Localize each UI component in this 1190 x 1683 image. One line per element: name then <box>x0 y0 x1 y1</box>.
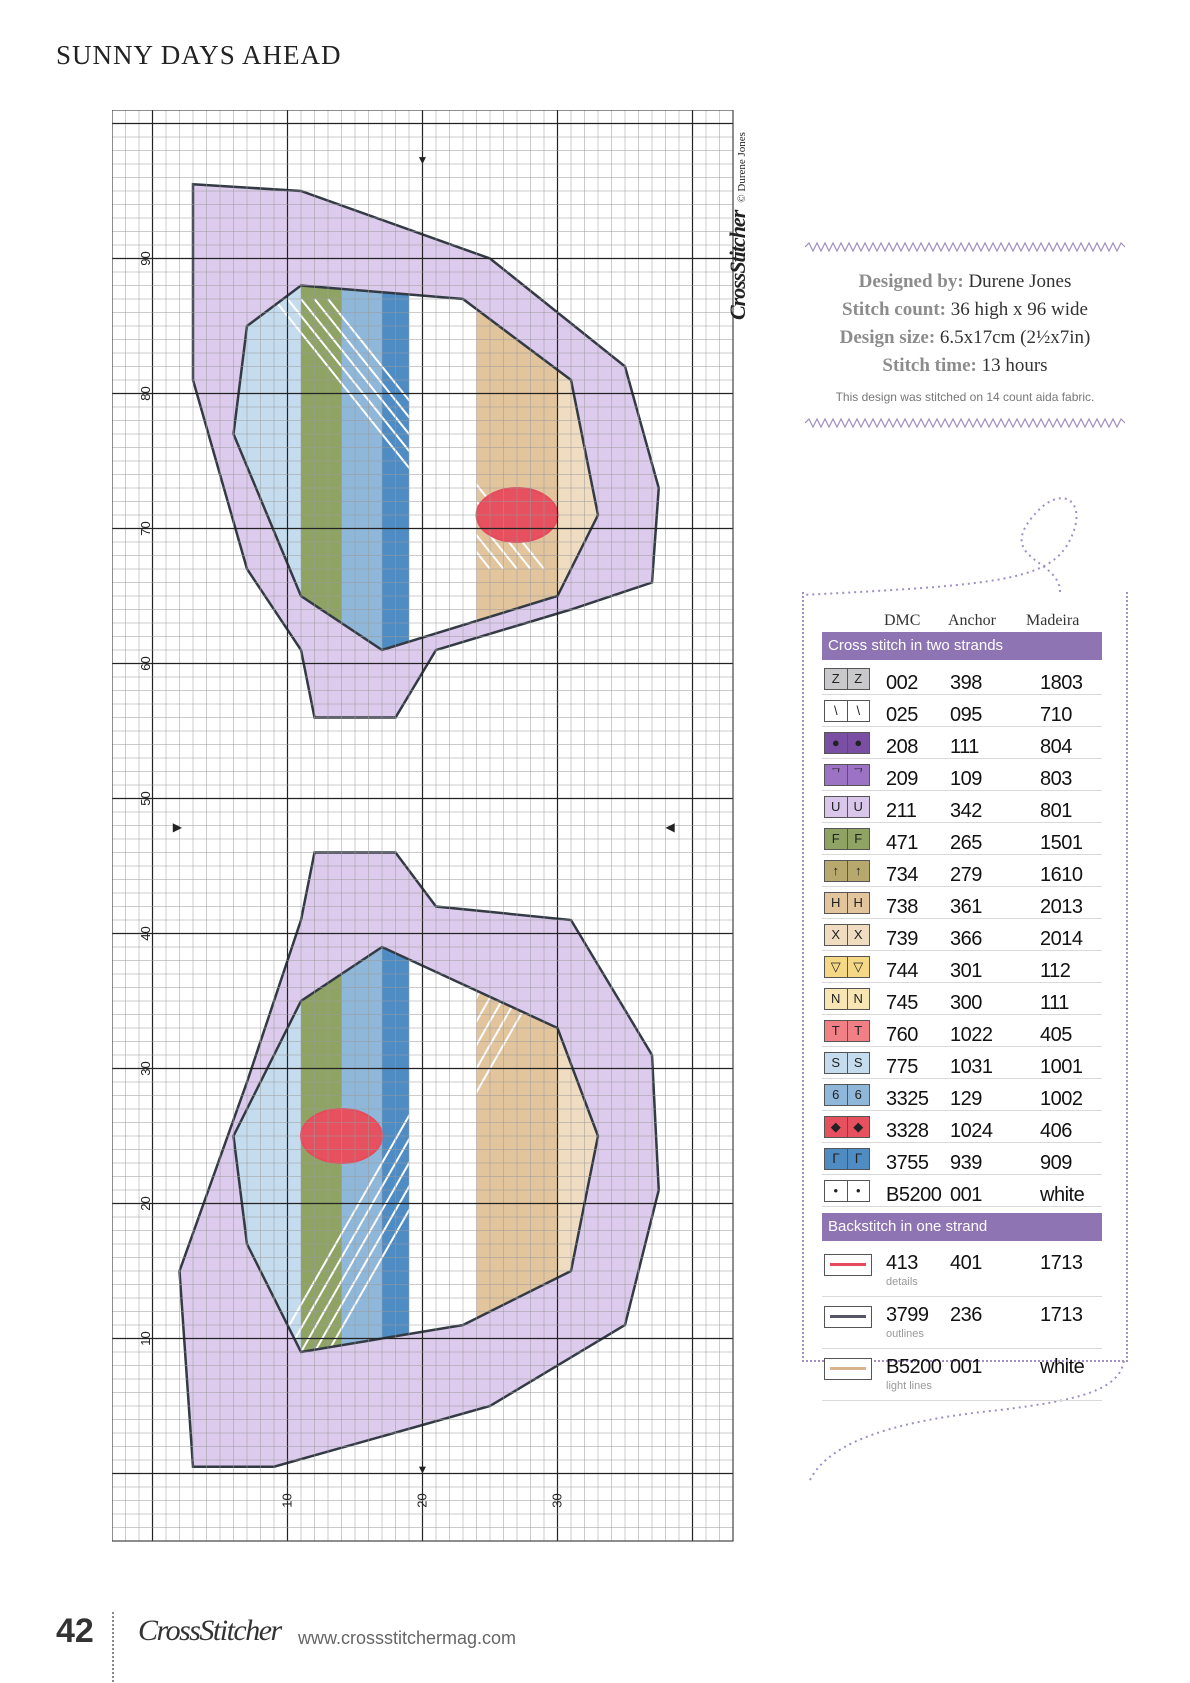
row-label: 20 <box>137 1196 153 1211</box>
thread-swatch <box>824 700 870 722</box>
stitch-count-value: 36 high x 96 wide <box>950 299 1088 320</box>
row-label: 30 <box>137 1061 153 1076</box>
thread-row <box>822 760 1102 791</box>
swatch-symbol: ↑ <box>825 861 848 881</box>
thread-swatch <box>824 764 870 786</box>
designer-row <box>800 268 1130 296</box>
swatch-symbol: ▽ <box>848 957 870 977</box>
thread-swatch <box>824 892 870 914</box>
thread-anchor: 001 <box>950 1184 982 1206</box>
thread-swatch <box>824 924 870 946</box>
swatch-symbol: ᒥ <box>825 1149 848 1169</box>
swatch-symbol: F <box>825 829 848 849</box>
stitch-time-row <box>800 352 1130 380</box>
thread-swatch <box>824 1180 870 1202</box>
thread-row <box>822 1016 1102 1047</box>
thread-dmc: 3755 <box>886 1152 929 1174</box>
backstitch-swatch <box>824 1254 872 1276</box>
backstitch-row <box>822 1244 1102 1297</box>
thread-row <box>822 1112 1102 1143</box>
thread-anchor: 301 <box>950 960 982 982</box>
center-marker: ▶ <box>172 819 182 834</box>
thread-madeira: 2013 <box>1040 896 1083 918</box>
swatch-symbol: Z <box>825 669 848 689</box>
thread-swatch <box>824 1116 870 1138</box>
thread-swatch <box>824 988 870 1010</box>
thread-dmc: B5200 <box>886 1184 942 1206</box>
page-title: SUNNY DAYS AHEAD <box>56 40 342 70</box>
thread-dmc: 002 <box>886 672 918 694</box>
swatch-symbol: ◆ <box>848 1117 870 1137</box>
thread-swatch <box>824 860 870 882</box>
thread-row <box>822 952 1102 983</box>
row-label: 50 <box>137 791 153 806</box>
thread-madeira: 803 <box>1040 768 1072 790</box>
thread-anchor: 095 <box>950 704 982 726</box>
thread-dmc: 025 <box>886 704 918 726</box>
swatch-symbol: 6 <box>848 1085 870 1105</box>
design-size-value: 6.5x17cm (2½x7in) <box>939 327 1091 348</box>
thread-madeira: 1803 <box>1040 672 1083 694</box>
thread-swatch <box>824 1020 870 1042</box>
design-size-row <box>800 324 1130 352</box>
thread-row <box>822 728 1102 759</box>
credit-copyright: © Durene Jones <box>736 132 748 203</box>
thread-dmc: 738 <box>886 896 918 918</box>
design-size-label: Design size: <box>839 327 936 348</box>
swatch-symbol: U <box>848 797 870 817</box>
col-anchor: Anchor <box>948 612 996 629</box>
thread-anchor: 1022 <box>950 1024 993 1046</box>
backstitch-anchor: 001 <box>950 1356 982 1378</box>
thread-swatch <box>824 956 870 978</box>
swatch-symbol: S <box>825 1053 848 1073</box>
col-madeira: Madeira <box>1026 612 1080 629</box>
swatch-symbol: T <box>825 1021 848 1041</box>
thread-dmc: 209 <box>886 768 918 790</box>
thread-madeira: 710 <box>1040 704 1072 726</box>
thread-anchor: 1024 <box>950 1120 993 1142</box>
swatch-symbol: ▽ <box>825 957 848 977</box>
thread-anchor: 300 <box>950 992 982 1014</box>
stitch-count-row <box>800 296 1130 324</box>
thread-anchor: 398 <box>950 672 982 694</box>
thread-dmc: 744 <box>886 960 918 982</box>
thread-row <box>822 1144 1102 1175</box>
thread-row <box>822 888 1102 919</box>
footer-brand-logo: CrossStitcher <box>138 1614 281 1647</box>
designer-label: Designed by: <box>858 271 964 292</box>
thread-swatch <box>824 828 870 850</box>
backstitch-dmc: B5200 <box>886 1356 942 1378</box>
thread-swatch <box>824 1052 870 1074</box>
swatch-symbol: ᄀ <box>825 765 848 785</box>
swatch-symbol: X <box>848 925 870 945</box>
swatch-symbol: ↑ <box>848 861 870 881</box>
swatch-symbol: X <box>825 925 848 945</box>
swatch-symbol: ᒥ <box>848 1149 870 1169</box>
thread-dmc: 739 <box>886 928 918 950</box>
chart-credit <box>703 130 750 320</box>
swatch-symbol: N <box>825 989 848 1009</box>
thread-madeira: white <box>1040 1184 1085 1206</box>
center-marker: ▼ <box>416 1462 429 1477</box>
thread-madeira: 1501 <box>1040 832 1083 854</box>
thread-dmc: 3325 <box>886 1088 929 1110</box>
thread-dmc: 775 <box>886 1056 918 1078</box>
swatch-symbol: 6 <box>825 1085 848 1105</box>
backstitch-dmc: 413 <box>886 1252 918 1274</box>
thread-anchor: 129 <box>950 1088 982 1110</box>
row-label: 10 <box>137 1331 153 1346</box>
swatch-symbol: \ <box>848 701 870 721</box>
swatch-symbol: N <box>848 989 870 1009</box>
thread-anchor: 265 <box>950 832 982 854</box>
thread-madeira: 1001 <box>1040 1056 1083 1078</box>
thread-madeira: 801 <box>1040 800 1072 822</box>
designer-value: Durene Jones <box>968 271 1072 292</box>
thread-row <box>822 856 1102 887</box>
design-info <box>800 240 1130 434</box>
backstitch-usage: light lines <box>886 1380 932 1392</box>
thread-dmc: 734 <box>886 864 918 886</box>
thread-madeira: 405 <box>1040 1024 1072 1046</box>
swatch-symbol: H <box>825 893 848 913</box>
thread-swatch <box>824 668 870 690</box>
thread-madeira: 406 <box>1040 1120 1072 1142</box>
thread-dmc: 211 <box>886 800 917 822</box>
thread-row <box>822 664 1102 695</box>
swatch-symbol: ◆ <box>825 1117 848 1137</box>
col-dmc: DMC <box>884 612 921 629</box>
thread-madeira: 112 <box>1040 960 1071 982</box>
thread-anchor: 939 <box>950 1152 982 1174</box>
swatch-symbol: ● <box>848 733 870 753</box>
swatch-symbol: T <box>848 1021 870 1041</box>
thread-madeira: 804 <box>1040 736 1072 758</box>
row-label: 80 <box>137 386 153 401</box>
thread-dmc: 471 <box>886 832 918 854</box>
thread-anchor: 1031 <box>950 1056 993 1078</box>
thread-swatch <box>824 732 870 754</box>
thread-row <box>822 1080 1102 1111</box>
swatch-symbol: S <box>848 1053 870 1073</box>
zigzag-divider-top <box>805 241 1125 253</box>
thread-dmc: 3328 <box>886 1120 929 1142</box>
thread-madeira: 111 <box>1040 992 1069 1014</box>
swatch-symbol: ● <box>825 733 848 753</box>
backstitch-anchor: 401 <box>950 1252 982 1274</box>
col-label: 30 <box>549 1493 565 1508</box>
row-label: 60 <box>137 656 153 671</box>
thread-row <box>822 696 1102 727</box>
page-number: 42 <box>56 1612 94 1650</box>
row-label: 40 <box>137 926 153 941</box>
thread-anchor: 279 <box>950 864 982 886</box>
center-marker: ▼ <box>416 153 429 167</box>
backstitch-row <box>822 1348 1102 1401</box>
col-label: 10 <box>279 1493 295 1508</box>
thread-row <box>822 824 1102 855</box>
footer-divider <box>112 1612 120 1682</box>
swatch-symbol: U <box>825 797 848 817</box>
backstitch-madeira: white <box>1040 1356 1085 1378</box>
backstitch-anchor: 236 <box>950 1304 982 1326</box>
backstitch-dmc: 3799 <box>886 1304 929 1326</box>
credit-brand: CrossStitcher <box>725 210 750 320</box>
thread-row <box>822 792 1102 823</box>
zigzag-divider-bottom <box>805 417 1125 429</box>
swatch-symbol: H <box>848 893 870 913</box>
thread-madeira: 2014 <box>1040 928 1083 950</box>
thread-row <box>822 1048 1102 1079</box>
stitch-time-value: 13 hours <box>981 355 1048 376</box>
swatch-symbol: • <box>825 1181 848 1201</box>
thread-madeira: 1002 <box>1040 1088 1083 1110</box>
row-label: 70 <box>137 521 153 536</box>
stitch-chart <box>112 110 745 1560</box>
col-label: 20 <box>414 1493 430 1508</box>
swatch-symbol: F <box>848 829 870 849</box>
thread-dmc: 760 <box>886 1024 918 1046</box>
footer-url: www.crossstitchermag.com <box>298 1628 517 1648</box>
thread-swatch <box>824 1148 870 1170</box>
thread-anchor: 342 <box>950 800 982 822</box>
backstitch-swatch <box>824 1306 872 1328</box>
swatch-symbol: \ <box>825 701 848 721</box>
thread-row <box>822 984 1102 1015</box>
thread-row <box>822 920 1102 951</box>
center-marker: ◀ <box>665 819 675 834</box>
stitch-time-label: Stitch time: <box>882 355 977 376</box>
thread-swatch <box>824 796 870 818</box>
backstitch-usage: details <box>886 1276 918 1288</box>
swatch-symbol: Z <box>848 669 870 689</box>
backstitch-madeira: 1713 <box>1040 1304 1083 1326</box>
backstitch-row <box>822 1296 1102 1349</box>
thread-anchor: 109 <box>950 768 982 790</box>
backstitch-madeira: 1713 <box>1040 1252 1083 1274</box>
thread-dmc: 745 <box>886 992 918 1014</box>
swatch-symbol: • <box>848 1181 870 1201</box>
thread-madeira: 909 <box>1040 1152 1072 1174</box>
row-label: 90 <box>137 251 153 266</box>
thread-anchor: 361 <box>950 896 982 918</box>
cross-stitch-heading: Cross stitch in two strands <box>822 632 1102 660</box>
backstitch-swatch <box>824 1358 872 1380</box>
thread-row <box>822 1176 1102 1207</box>
fabric-note: This design was stitched on 14 count aida fabric. <box>835 390 1095 404</box>
backstitch-usage: outlines <box>886 1328 924 1340</box>
thread-anchor: 366 <box>950 928 982 950</box>
thread-dmc: 208 <box>886 736 918 758</box>
backstitch-heading: Backstitch in one strand <box>822 1213 1102 1241</box>
thread-madeira: 1610 <box>1040 864 1083 886</box>
thread-swatch <box>824 1084 870 1106</box>
swatch-symbol: ᄀ <box>848 765 870 785</box>
thread-anchor: 111 <box>950 736 979 758</box>
chart-canvas <box>112 110 745 1560</box>
stitch-count-label: Stitch count: <box>842 299 946 320</box>
